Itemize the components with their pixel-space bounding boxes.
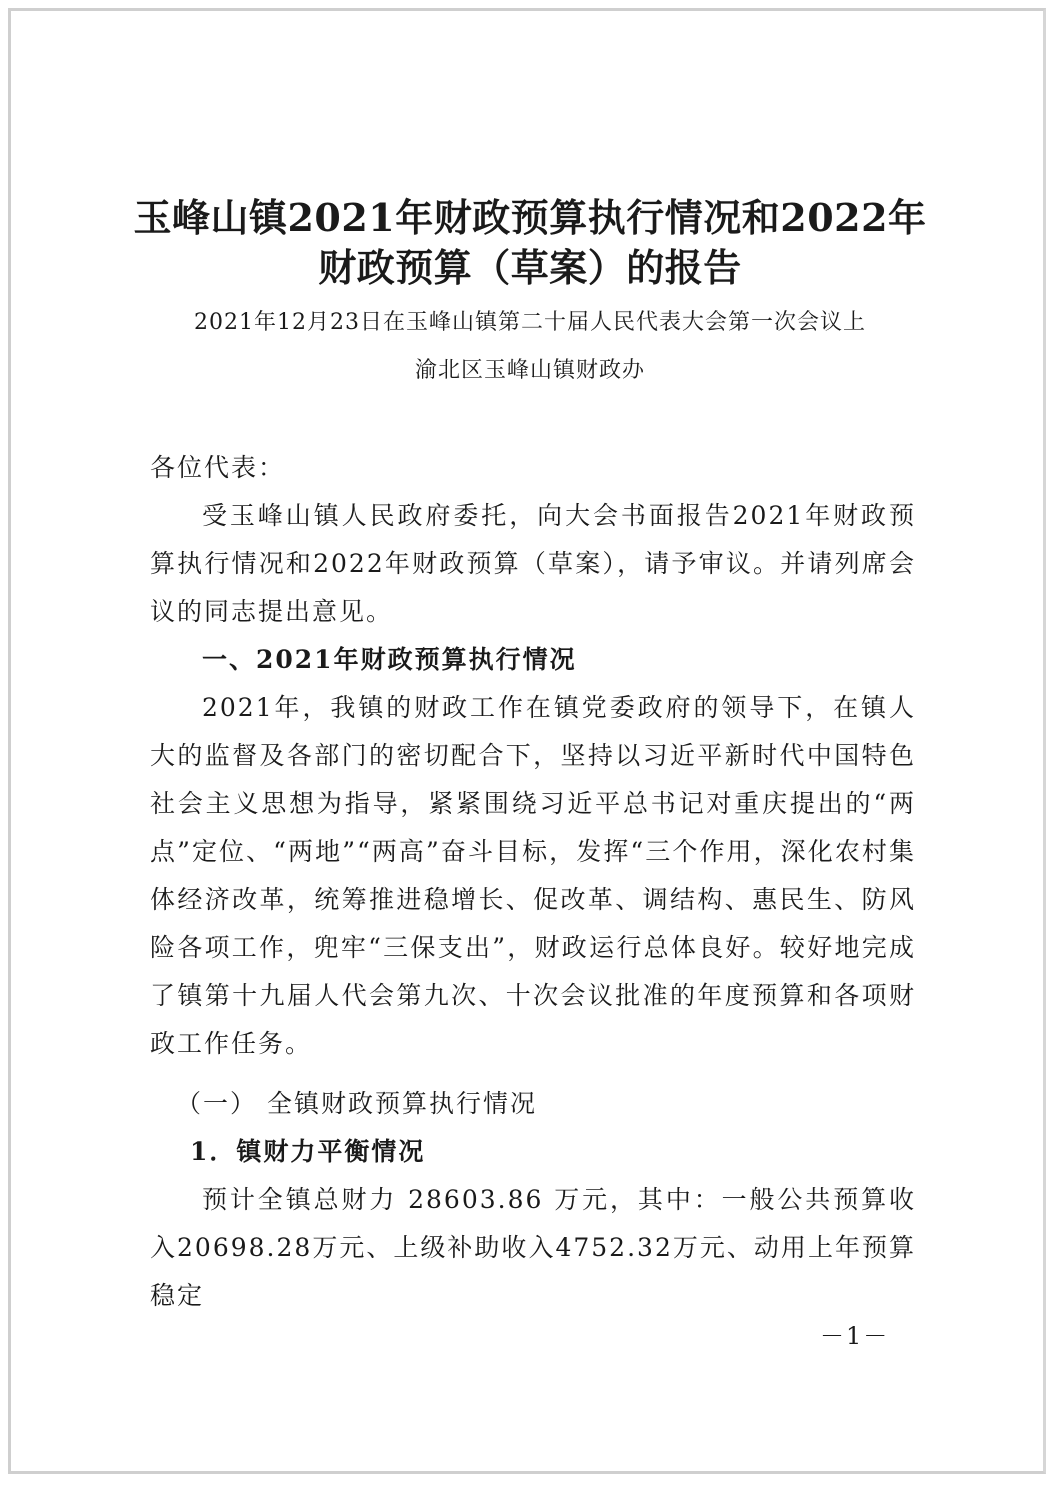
item1-paragraph: 预计全镇总财力 28603.86 万元，其中：一般公共预算收入20698.28万元、上级补助收入4752.32万元、动用上年预算稳定 [150,1185,916,1310]
section1-paragraph: 2021年，我镇的财政工作在镇党委政府的领导下，在镇人大的监督及各部门的密切配合下，坚持以习近平新时代中国特色社会主义思想为指导，紧紧围绕习近平总书记对重庆提出的“两点”定位、“两地”“两高”奋斗目标，发挥“三个作用，深化农村集体经济改革，统筹推进稳增长、促改革、调结构、惠民生、防风险各项工作，兜牢“三保支出”，财政运行总体良好。较好地完成了镇第十九届人代会第九次、十次会议批准的年度预算和各项财政工作任务。 [150,693,916,1058]
report-title-line2: 财政预算（草案）的报告 [318,245,742,290]
intro-paragraph: 受玉峰山镇人民政府委托，向大会书面报告2021年财政预算执行情况和2022年财政预算（草案），请予审议。并请列席会议的同志提出意见。 [150,501,916,626]
meeting-subtitle: 2021年12月23日在玉峰山镇第二十届人民代表大会第一次会议上 [194,310,866,335]
salutation: 各位代表： [150,453,286,482]
subsection1-heading: （一） 全镇财政预算执行情况 [176,1089,537,1118]
report-title-line1: 玉峰山镇2021年财政预算执行情况和2022年 [133,195,927,240]
office-subtitle: 渝北区玉峰山镇财政办 [414,358,645,383]
page-number: －1－ [820,1322,890,1350]
item1-heading: 1．镇财力平衡情况 [190,1137,426,1166]
section1-heading: 一、2021年财政预算执行情况 [202,645,577,674]
